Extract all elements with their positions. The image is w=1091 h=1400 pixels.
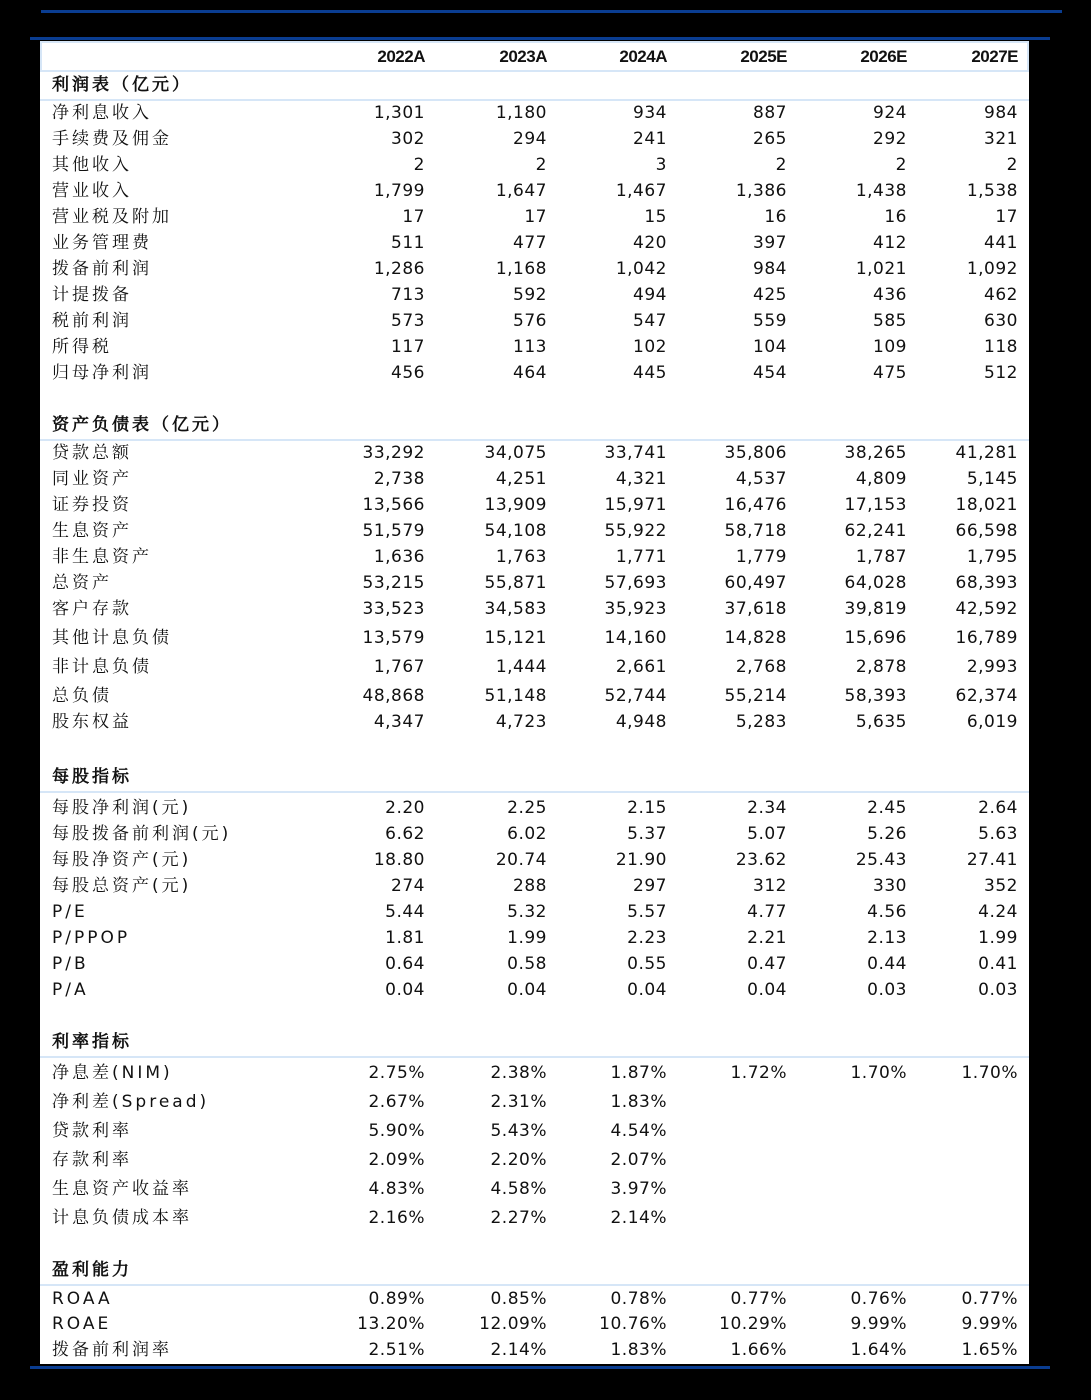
value-cell: 576 [513,311,547,331]
value-cell: 288 [513,876,547,896]
value-cell [908,1148,1018,1172]
column-header-0: 2022A [377,47,425,66]
value-cell: 984 [753,259,787,279]
row-label: 存款利率 [52,1150,132,1170]
value-cell: 2.64 [978,798,1018,818]
value-cell: 2.09% [368,1150,425,1170]
value-cell: 0.77% [961,1289,1018,1309]
column-header-5: 2027E [971,47,1018,66]
section-title: 利率指标 [52,1032,132,1052]
row-label: P/B [52,954,89,974]
value-cell: 17 [402,207,425,227]
row-label: P/PPOP [52,928,131,948]
value-cell [677,1119,787,1143]
value-cell: 14,160 [604,628,667,648]
value-cell: 18,021 [955,495,1018,515]
value-cell: 1.81 [385,928,425,948]
column-header-2: 2024A [619,47,667,66]
column-header-1: 2023A [499,47,547,66]
table-top-rule [30,37,1050,40]
value-cell: 2.14% [490,1340,547,1360]
value-cell: 302 [391,129,425,149]
value-cell: 1,286 [373,259,425,279]
top-rule [41,10,1062,13]
value-cell: 2.16% [368,1208,425,1228]
value-cell: 2.20 [385,798,425,818]
value-cell: 5.43% [490,1121,547,1141]
value-cell: 5.63 [978,824,1018,844]
value-cell: 0.47 [747,954,787,974]
value-cell: 2 [895,155,907,175]
value-cell: 64,028 [844,573,907,593]
row-label: 每股净资产(元) [52,850,192,870]
value-cell: 20.74 [495,850,547,870]
value-cell: 0.44 [867,954,907,974]
value-cell: 2.20% [490,1150,547,1170]
row-label: 净利差(Spread) [52,1092,210,1112]
value-cell: 14,828 [724,628,787,648]
value-cell: 58,718 [724,521,787,541]
value-cell: 38,265 [844,443,907,463]
value-cell: 1.99 [507,928,547,948]
value-cell: 17,153 [844,495,907,515]
value-cell [908,1206,1018,1230]
value-cell: 2.27% [490,1208,547,1228]
value-cell [797,1148,907,1172]
value-cell [908,1119,1018,1143]
value-cell: 1,386 [735,181,787,201]
value-cell: 39,819 [844,599,907,619]
value-cell: 397 [753,233,787,253]
value-cell [908,1177,1018,1201]
table-bottom-rule [30,1366,1050,1369]
value-cell: 41,281 [955,443,1018,463]
column-header-3: 2025E [740,47,787,66]
value-cell [797,1090,907,1114]
value-cell: 512 [984,363,1018,383]
value-cell: 66,598 [955,521,1018,541]
value-cell: 5.32 [507,902,547,922]
value-cell: 585 [873,311,907,331]
value-cell: 425 [753,285,787,305]
value-cell: 16 [884,207,907,227]
value-cell: 2.45 [867,798,907,818]
value-cell: 1.72% [730,1063,787,1083]
value-cell: 35,806 [724,443,787,463]
value-cell: 5,283 [735,712,787,732]
value-cell: 265 [753,129,787,149]
row-label: 同业资产 [52,469,132,489]
value-cell: 2 [1006,155,1018,175]
value-cell: 54,108 [484,521,547,541]
value-cell [797,1119,907,1143]
row-label: 贷款总额 [52,443,132,463]
value-cell [677,1177,787,1201]
value-cell: 5.07 [747,824,787,844]
section-title: 资产负债表（亿元） [52,415,232,435]
value-cell: 464 [513,363,547,383]
value-cell: 1,021 [855,259,907,279]
value-cell: 294 [513,129,547,149]
value-cell: 2.14% [610,1208,667,1228]
value-cell: 62,241 [844,521,907,541]
value-cell: 420 [633,233,667,253]
section-divider [40,1284,1029,1286]
value-cell: 17 [995,207,1018,227]
value-cell: 5.90% [368,1121,425,1141]
row-label: 生息资产 [52,521,132,541]
value-cell: 0.03 [867,980,907,1000]
value-cell: 4,251 [495,469,547,489]
value-cell: 58,393 [844,686,907,706]
value-cell: 441 [984,233,1018,253]
value-cell: 292 [873,129,907,149]
value-cell: 57,693 [604,573,667,593]
section-title: 利润表（亿元） [52,75,192,95]
value-cell: 4.56 [867,902,907,922]
value-cell: 15,696 [844,628,907,648]
value-cell: 2.15 [627,798,667,818]
value-cell: 4.54% [610,1121,667,1141]
value-cell: 2,661 [615,657,667,677]
section-divider [40,1056,1029,1058]
value-cell: 1.87% [610,1063,667,1083]
value-cell: 13,566 [362,495,425,515]
row-label: 非计息负债 [52,657,152,677]
value-cell: 27.41 [966,850,1018,870]
value-cell: 511 [391,233,425,253]
value-cell: 33,292 [362,443,425,463]
value-cell: 15 [644,207,667,227]
value-cell: 55,214 [724,686,787,706]
value-cell: 12.09% [479,1314,547,1334]
row-label: 拨备前利润 [52,259,152,279]
value-cell: 2 [535,155,547,175]
value-cell: 16,476 [724,495,787,515]
value-cell: 1,180 [495,103,547,123]
value-cell: 16 [764,207,787,227]
value-cell: 5.44 [385,902,425,922]
value-cell: 0.58 [507,954,547,974]
row-label: 归母净利润 [52,363,152,383]
value-cell: 456 [391,363,425,383]
value-cell: 4.24 [978,902,1018,922]
value-cell: 1,799 [373,181,425,201]
value-cell: 55,871 [484,573,547,593]
row-label: 贷款利率 [52,1121,132,1141]
value-cell: 0.04 [627,980,667,1000]
value-cell: 2.67% [368,1092,425,1112]
value-cell: 1.70% [961,1063,1018,1083]
value-cell: 934 [633,103,667,123]
value-cell: 15,121 [484,628,547,648]
value-cell: 23.62 [735,850,787,870]
value-cell: 1,444 [495,657,547,677]
value-cell: 15,971 [604,495,667,515]
value-cell: 0.03 [978,980,1018,1000]
value-cell [677,1148,787,1172]
value-cell: 352 [984,876,1018,896]
value-cell: 2 [413,155,425,175]
row-label: 净息差(NIM) [52,1063,173,1083]
value-cell: 2 [775,155,787,175]
value-cell: 0.76% [850,1289,907,1309]
value-cell: 2.13 [867,928,907,948]
value-cell: 117 [391,337,425,357]
value-cell: 68,393 [955,573,1018,593]
value-cell: 462 [984,285,1018,305]
value-cell: 1.99 [978,928,1018,948]
value-cell: 1,092 [966,259,1018,279]
value-cell: 0.04 [385,980,425,1000]
value-cell: 4.58% [490,1179,547,1199]
value-cell: 1,795 [966,547,1018,567]
value-cell: 4,723 [495,712,547,732]
value-cell: 1,467 [615,181,667,201]
value-cell: 297 [633,876,667,896]
value-cell: 1,301 [373,103,425,123]
value-cell: 53,215 [362,573,425,593]
value-cell: 55,922 [604,521,667,541]
value-cell: 10.29% [719,1314,787,1334]
value-cell: 1.83% [610,1092,667,1112]
value-cell: 2.21 [747,928,787,948]
value-cell: 630 [984,311,1018,331]
row-label: P/A [52,980,89,1000]
value-cell: 13.20% [357,1314,425,1334]
value-cell: 1,538 [966,181,1018,201]
value-cell: 454 [753,363,787,383]
value-cell: 2.38% [490,1063,547,1083]
value-cell: 16,789 [955,628,1018,648]
row-label: 总负债 [52,686,112,706]
value-cell: 2.23 [627,928,667,948]
value-cell: 477 [513,233,547,253]
value-cell: 1.65% [961,1340,1018,1360]
value-cell [797,1177,907,1201]
value-cell: 109 [873,337,907,357]
value-cell: 2,738 [373,469,425,489]
value-cell: 34,583 [484,599,547,619]
value-cell: 13,909 [484,495,547,515]
row-label: 计息负债成本率 [52,1208,192,1228]
value-cell: 713 [391,285,425,305]
value-cell: 33,523 [362,599,425,619]
value-cell: 6,019 [966,712,1018,732]
value-cell: 1,763 [495,547,547,567]
value-cell: 2.75% [368,1063,425,1083]
value-cell: 0.77% [730,1289,787,1309]
value-cell: 42,592 [955,599,1018,619]
value-cell: 37,618 [724,599,787,619]
value-cell: 330 [873,876,907,896]
value-cell: 3.97% [610,1179,667,1199]
section-title: 盈利能力 [52,1260,132,1280]
row-label: 总资产 [52,573,112,593]
value-cell: 0.04 [747,980,787,1000]
value-cell: 1,647 [495,181,547,201]
value-cell: 0.85% [490,1289,547,1309]
value-cell: 2.51% [368,1340,425,1360]
value-cell: 25.43 [855,850,907,870]
value-cell: 2.31% [490,1092,547,1112]
row-label: 手续费及佣金 [52,129,172,149]
value-cell: 9.99% [961,1314,1018,1334]
value-cell: 6.62 [385,824,425,844]
value-cell: 3 [655,155,667,175]
value-cell: 2.25 [507,798,547,818]
row-label: 营业税及附加 [52,207,172,227]
value-cell: 1,636 [373,547,425,567]
row-label: 营业收入 [52,181,132,201]
value-cell: 60,497 [724,573,787,593]
value-cell: 21.90 [615,850,667,870]
value-cell: 1,779 [735,547,787,567]
row-label: ROAA [52,1289,113,1309]
value-cell: 4,537 [735,469,787,489]
value-cell: 274 [391,876,425,896]
value-cell: 1,438 [855,181,907,201]
value-cell: 4,809 [855,469,907,489]
value-cell: 5.26 [867,824,907,844]
value-cell: 592 [513,285,547,305]
value-cell: 1.70% [850,1063,907,1083]
row-label: 每股净利润(元) [52,798,192,818]
value-cell [797,1206,907,1230]
row-label: 生息资产收益率 [52,1179,192,1199]
value-cell: 1,767 [373,657,425,677]
value-cell: 51,148 [484,686,547,706]
value-cell: 475 [873,363,907,383]
value-cell: 10.76% [599,1314,667,1334]
value-cell: 62,374 [955,686,1018,706]
value-cell: 2.07% [610,1150,667,1170]
row-label: 每股总资产(元) [52,876,192,896]
value-cell: 312 [753,876,787,896]
value-cell: 6.02 [507,824,547,844]
value-cell: 1.66% [730,1340,787,1360]
row-label: 计提拨备 [52,285,132,305]
row-label: 业务管理费 [52,233,152,253]
value-cell: 1.64% [850,1340,907,1360]
value-cell: 1,771 [615,547,667,567]
value-cell: 113 [513,337,547,357]
value-cell: 2.34 [747,798,787,818]
value-cell: 0.04 [507,980,547,1000]
value-cell: 5.37 [627,824,667,844]
row-label: 客户存款 [52,599,132,619]
financial-forecast-table [40,41,1029,1364]
value-cell: 34,075 [484,443,547,463]
value-cell: 445 [633,363,667,383]
value-cell: 2,993 [966,657,1018,677]
value-cell: 494 [633,285,667,305]
value-cell: 0.89% [368,1289,425,1309]
value-cell: 104 [753,337,787,357]
value-cell: 1,042 [615,259,667,279]
value-cell: 118 [984,337,1018,357]
value-cell: 1,787 [855,547,907,567]
value-cell: 321 [984,129,1018,149]
value-cell: 547 [633,311,667,331]
column-header-4: 2026E [860,47,907,66]
row-label: 非生息资产 [52,547,152,567]
value-cell: 887 [753,103,787,123]
value-cell: 924 [873,103,907,123]
value-cell [677,1206,787,1230]
value-cell: 4.77 [747,902,787,922]
value-cell: 52,744 [604,686,667,706]
row-label: 每股拨备前利润(元) [52,824,232,844]
value-cell: 2,768 [735,657,787,677]
value-cell: 1.83% [610,1340,667,1360]
value-cell: 17 [524,207,547,227]
value-cell: 5.57 [627,902,667,922]
value-cell: 0.64 [385,954,425,974]
value-cell [677,1090,787,1114]
value-cell: 4,321 [615,469,667,489]
value-cell: 4.83% [368,1179,425,1199]
value-cell: 241 [633,129,667,149]
value-cell: 48,868 [362,686,425,706]
value-cell: 13,579 [362,628,425,648]
row-label: 净利息收入 [52,103,152,123]
value-cell: 4,948 [615,712,667,732]
row-label: 拨备前利润率 [52,1340,172,1360]
value-cell: 4,347 [373,712,425,732]
value-cell: 412 [873,233,907,253]
value-cell: 436 [873,285,907,305]
value-cell [908,1090,1018,1114]
value-cell: 102 [633,337,667,357]
value-cell: 51,579 [362,521,425,541]
value-cell: 33,741 [604,443,667,463]
row-label: ROAE [52,1314,112,1334]
value-cell: 5,145 [966,469,1018,489]
row-label: 股东权益 [52,712,132,732]
row-label: 其他计息负债 [52,628,172,648]
value-cell: 35,923 [604,599,667,619]
value-cell: 984 [984,103,1018,123]
value-cell: 0.41 [978,954,1018,974]
value-cell: 5,635 [855,712,907,732]
value-cell: 559 [753,311,787,331]
row-label: 其他收入 [52,155,132,175]
value-cell: 9.99% [850,1314,907,1334]
value-cell: 573 [391,311,425,331]
value-cell: 2,878 [855,657,907,677]
section-title: 每股指标 [52,767,132,787]
value-cell: 0.78% [610,1289,667,1309]
value-cell: 18.80 [373,850,425,870]
section-divider [40,791,1029,793]
row-label: P/E [52,902,88,922]
row-label: 证券投资 [52,495,132,515]
value-cell: 1,168 [495,259,547,279]
row-label: 所得税 [52,337,112,357]
row-label: 税前利润 [52,311,132,331]
value-cell: 0.55 [627,954,667,974]
